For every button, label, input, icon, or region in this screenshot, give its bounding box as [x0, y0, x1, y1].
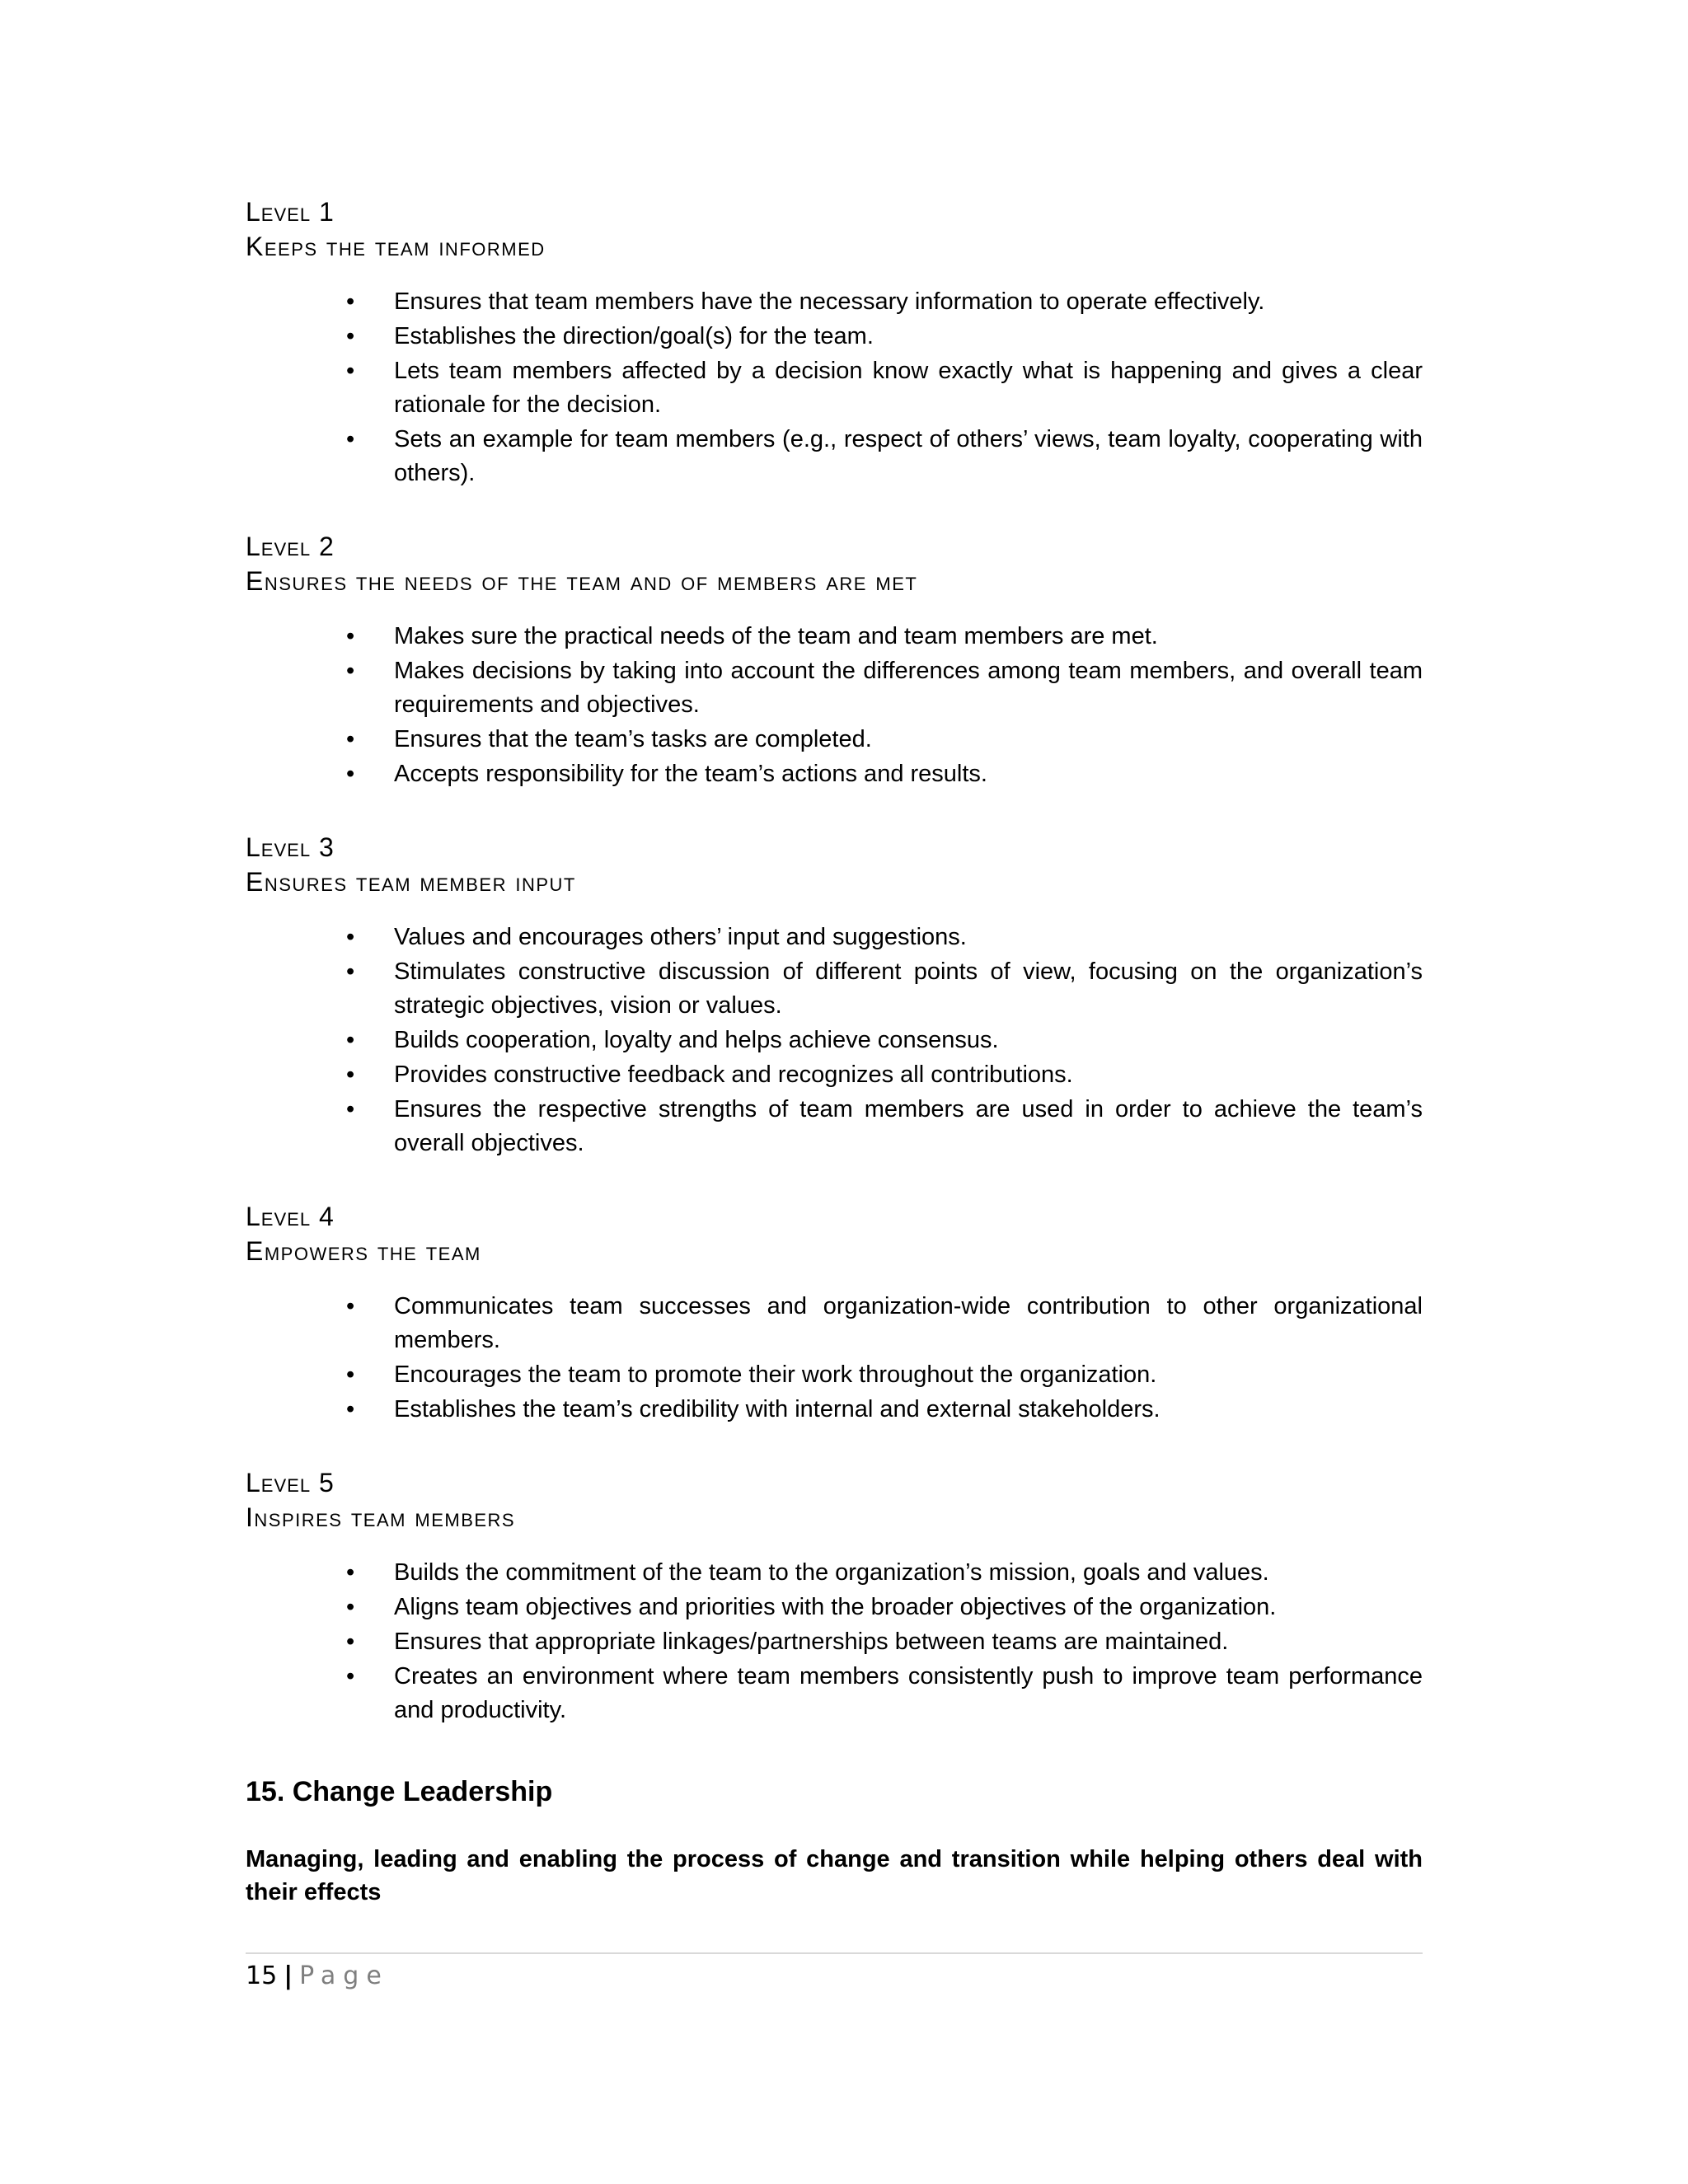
bullet-icon: • — [346, 761, 355, 787]
spacer — [246, 1161, 1423, 1199]
bullet-icon: • — [346, 288, 355, 315]
level-title: Level 5 — [246, 1468, 335, 1497]
list-item-text: Ensures that team members have the necessary information to operate effectively. — [394, 288, 1265, 315]
section-heading: 15. Change Leadership — [246, 1776, 553, 1807]
list-item — [246, 1358, 1423, 1392]
list-item — [246, 285, 1423, 319]
bullet-icon: • — [346, 1396, 355, 1422]
list-item — [246, 620, 1423, 654]
list-item — [246, 921, 1423, 954]
list-item — [246, 1024, 1423, 1057]
bullet-list — [246, 1290, 1423, 1427]
bullet-icon: • — [346, 358, 355, 384]
bullet-list — [246, 285, 1423, 490]
bullet-icon: • — [346, 924, 355, 950]
list-item-text: Ensures that appropriate linkages/partnerships between teams are maintained. — [394, 1629, 1229, 1655]
list-item — [246, 320, 1423, 354]
list-item — [246, 423, 1423, 490]
level-title: Level 4 — [246, 1202, 335, 1231]
list-item — [246, 955, 1423, 1023]
level-section-2 — [246, 529, 1423, 791]
list-item — [246, 723, 1423, 757]
level-section-4 — [246, 1199, 1423, 1427]
list-item-text: Establishes the team’s credibility with internal and external stakeholders. — [394, 1396, 1160, 1422]
bullet-icon: • — [346, 1361, 355, 1388]
spacer — [246, 1427, 1423, 1465]
level-subtitle: Keeps the team informed — [246, 232, 546, 261]
list-item — [246, 1591, 1423, 1624]
level-subtitle: Ensures team member input — [246, 867, 576, 897]
section-subheading: Managing, leading and enabling the process of change and transition while helping others deal with their effects — [246, 1846, 1423, 1905]
level-title: Level 2 — [246, 532, 335, 561]
list-item-text: Ensures the respective strengths of team members are used in order to achieve the team’s overall objectives. — [394, 1096, 1423, 1156]
level-title: Level 3 — [246, 832, 335, 862]
list-item — [246, 654, 1423, 722]
footer-separator: | — [284, 1961, 293, 1990]
level-section-3 — [246, 830, 1423, 1160]
list-item — [246, 1093, 1423, 1160]
list-item-text: Builds cooperation, loyalty and helps achieve consensus. — [394, 1027, 999, 1053]
bullet-list — [246, 620, 1423, 791]
page-number: 15 — [246, 1961, 278, 1990]
bullet-icon: • — [346, 1594, 355, 1620]
list-item-text: Provides constructive feedback and recognizes all contributions. — [394, 1062, 1073, 1088]
bullet-icon: • — [346, 726, 355, 752]
level-section-1 — [246, 194, 1423, 490]
list-item — [246, 1556, 1423, 1590]
list-item-text: Stimulates constructive discussion of different points of view, focusing on the organization’s strategic objectives, vision or values. — [394, 958, 1423, 1019]
list-item-text: Establishes the direction/goal(s) for the team. — [394, 323, 874, 349]
list-item-text: Encourages the team to promote their work throughout the organization. — [394, 1361, 1157, 1388]
list-item — [246, 1625, 1423, 1659]
bullet-icon: • — [346, 958, 355, 985]
list-item — [246, 1058, 1423, 1092]
list-item-text: Lets team members affected by a decision know exactly what is happening and gives a clear rationale for the decision. — [394, 358, 1423, 418]
bullet-icon: • — [346, 426, 355, 452]
list-item — [246, 757, 1423, 791]
page-footer — [246, 1960, 389, 1993]
bullet-icon: • — [346, 623, 355, 649]
bullet-icon: • — [346, 658, 355, 684]
bullet-icon: • — [346, 1559, 355, 1586]
list-item-text: Communicates team successes and organization-wide contribution to other organizational members. — [394, 1293, 1423, 1353]
list-item — [246, 1290, 1423, 1357]
spacer — [246, 491, 1423, 529]
bullet-icon: • — [346, 1027, 355, 1053]
bullet-icon: • — [346, 1293, 355, 1319]
level-subtitle: Ensures the needs of the team and of members are met — [246, 566, 918, 596]
level-subtitle: Empowers the team — [246, 1236, 481, 1266]
page-content — [246, 194, 1423, 1909]
list-item — [246, 1393, 1423, 1427]
list-item — [246, 1660, 1423, 1727]
bullet-list — [246, 1556, 1423, 1727]
list-item-text: Sets an example for team members (e.g., respect of others’ views, team loyalty, cooperating with others). — [394, 426, 1423, 486]
footer-divider — [246, 1952, 1423, 1954]
bullet-list — [246, 921, 1423, 1160]
bullet-icon: • — [346, 1062, 355, 1088]
level-subtitle: Inspires team members — [246, 1502, 516, 1532]
bullet-icon: • — [346, 1629, 355, 1655]
list-item-text: Builds the commitment of the team to the organization’s mission, goals and values. — [394, 1559, 1269, 1586]
bullet-icon: • — [346, 1663, 355, 1690]
bullet-icon: • — [346, 1096, 355, 1122]
list-item-text: Makes decisions by taking into account the differences among team members, and overall team requirements and objectives. — [394, 658, 1423, 718]
list-item-text: Accepts responsibility for the team’s actions and results. — [394, 761, 987, 787]
list-item — [246, 354, 1423, 422]
list-item-text: Ensures that the team’s tasks are completed. — [394, 726, 872, 752]
bullet-icon: • — [346, 323, 355, 349]
list-item-text: Aligns team objectives and priorities with the broader objectives of the organization. — [394, 1594, 1277, 1620]
list-item-text: Makes sure the practical needs of the team and team members are met. — [394, 623, 1158, 649]
page-label: Page — [299, 1961, 389, 1990]
level-section-5 — [246, 1465, 1423, 1727]
level-title: Level 1 — [246, 197, 335, 227]
spacer — [246, 792, 1423, 830]
list-item-text: Values and encourages others’ input and suggestions. — [394, 924, 967, 950]
list-item-text: Creates an environment where team members consistently push to improve team performance and productivity. — [394, 1663, 1423, 1723]
